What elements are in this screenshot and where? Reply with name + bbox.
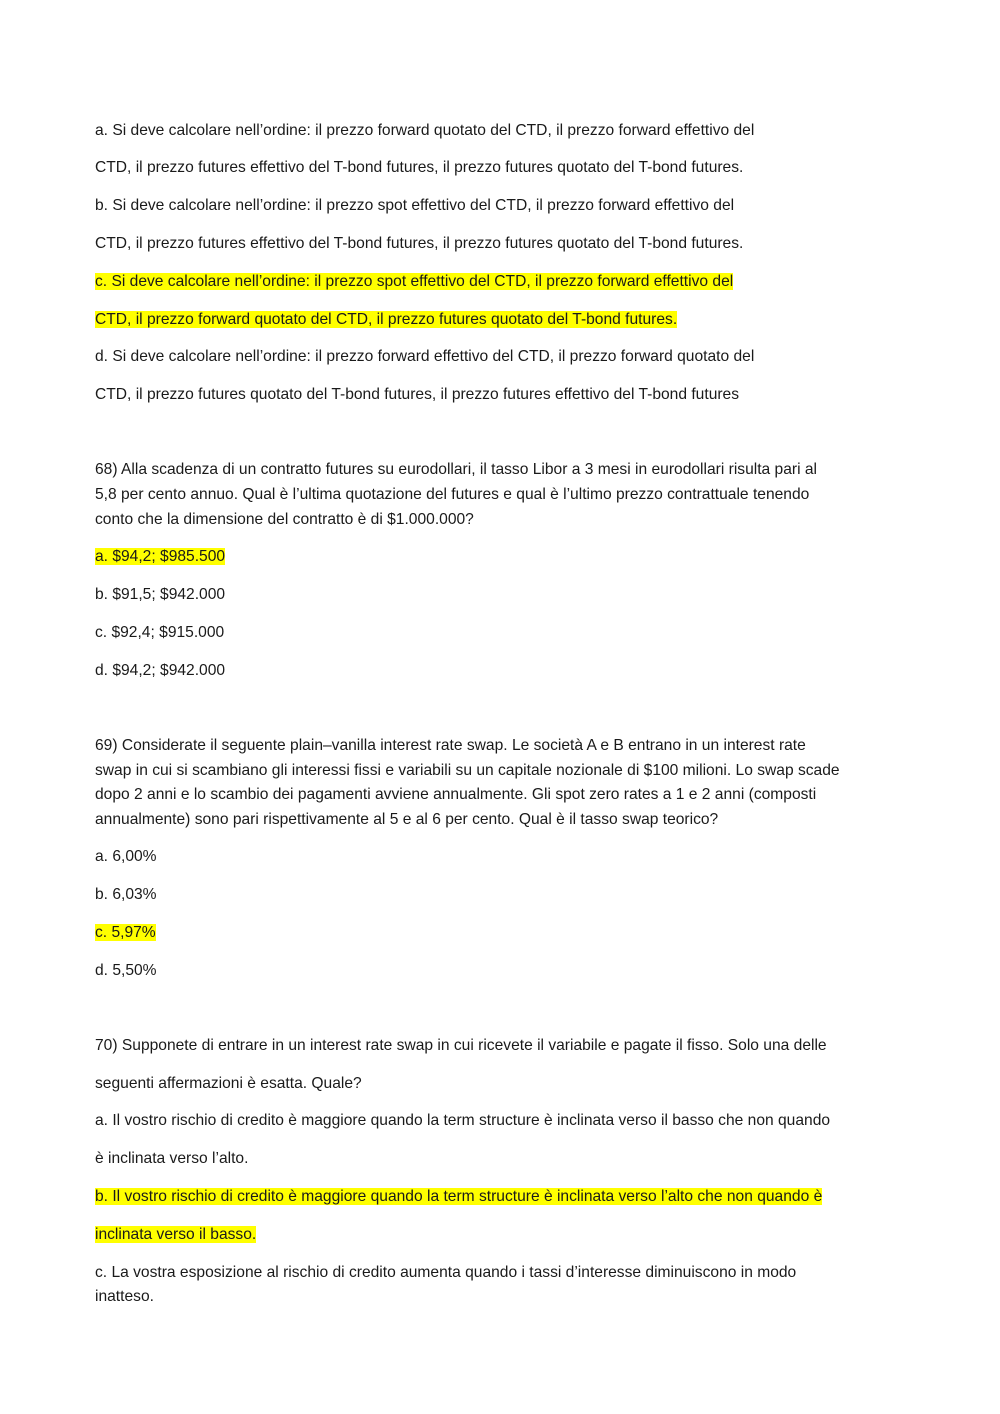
q69-text-line-4: annualmente) sono pari rispettivamente al 5 e al 6 per cento. Qual è il tasso swap teorico? [95,811,719,828]
q68-option-c: c. $92,4; $915.000 [95,624,225,641]
option-c-line-1-highlighted: c. Si deve calcolare nell’ordine: il prezzo spot effettivo del CTD, il prezzo forward effettivo del [95,273,734,290]
option-a-line-2: CTD, il prezzo futures effettivo del T-bond futures, il prezzo futures quotato del T-bond futures. [95,159,744,176]
option-d-line-2: CTD, il prezzo futures quotato del T-bond futures, il prezzo futures effettivo del T-bond futures [95,386,740,403]
q70-text-line-2: seguenti affermazioni è esatta. Quale? [95,1075,362,1092]
q70-option-a-line-2: è inclinata verso l’alto. [95,1150,249,1167]
q70-option-b-line-2-highlighted: inclinata verso il basso. [95,1226,257,1243]
q68-text-line-1: 68) Alla scadenza di un contratto futures su eurodollari, il tasso Libor a 3 mesi in eurodollari risulta pari al [95,461,818,478]
option-c-line-2-highlighted: CTD, il prezzo forward quotato del CTD, il prezzo futures quotato del T-bond futures. [95,311,678,328]
q69-option-d: d. 5,50% [95,962,157,979]
q69-option-c-highlighted: c. 5,97% [95,924,156,941]
q70-option-a-line-1: a. Il vostro rischio di credito è maggiore quando la term structure è inclinata verso il basso che non quando [95,1112,831,1129]
option-b-line-1: b. Si deve calcolare nell’ordine: il prezzo spot effettivo del CTD, il prezzo forward effettivo del [95,197,735,214]
q70-option-b-line-1-highlighted: b. Il vostro rischio di credito è maggiore quando la term structure è inclinata verso l’alto che non quando è [95,1188,823,1205]
option-b-line-2: CTD, il prezzo futures effettivo del T-bond futures, il prezzo futures quotato del T-bond futures. [95,235,744,252]
q70-option-c-line-1: c. La vostra esposizione al rischio di credito aumenta quando i tassi d’interesse diminuiscono in modo [95,1264,797,1281]
q69-text-line-3: dopo 2 anni e lo scambio dei pagamenti avviene annualmente. Gli spot zero rates a 1 e 2 anni (composti [95,786,817,803]
q69-text-line-1: 69) Considerate il seguente plain–vanilla interest rate swap. Le società A e B entrano in un interest rate [95,737,806,754]
q69-text-line-2: swap in cui si scambiano gli interessi fissi e variabili su un capitale nozionale di $100 milioni. Lo swap scade [95,762,840,779]
q69-option-b: b. 6,03% [95,886,157,903]
option-a-line-1: a. Si deve calcolare nell’ordine: il prezzo forward quotato del CTD, il prezzo forward effettivo del [95,122,755,139]
q68-option-a-highlighted: a. $94,2; $985.500 [95,548,226,565]
q68-text-line-2: 5,8 per cento annuo. Qual è l’ultima quotazione del futures e qual è l’ultimo prezzo contrattuale tenendo [95,486,810,503]
q68-option-d: d. $94,2; $942.000 [95,662,226,679]
q70-text-line-1: 70) Supponete di entrare in un interest rate swap in cui ricevete il variabile e pagate il fisso. Solo una delle [95,1037,827,1054]
q69-option-a: a. 6,00% [95,848,157,865]
option-d-line-1: d. Si deve calcolare nell’ordine: il prezzo forward effettivo del CTD, il prezzo forward quotato del [95,348,755,365]
q68-text-line-3: conto che la dimensione del contratto è di $1.000.000? [95,511,474,528]
q70-option-c-line-2: inatteso. [95,1288,154,1305]
q68-option-b: b. $91,5; $942.000 [95,586,226,603]
